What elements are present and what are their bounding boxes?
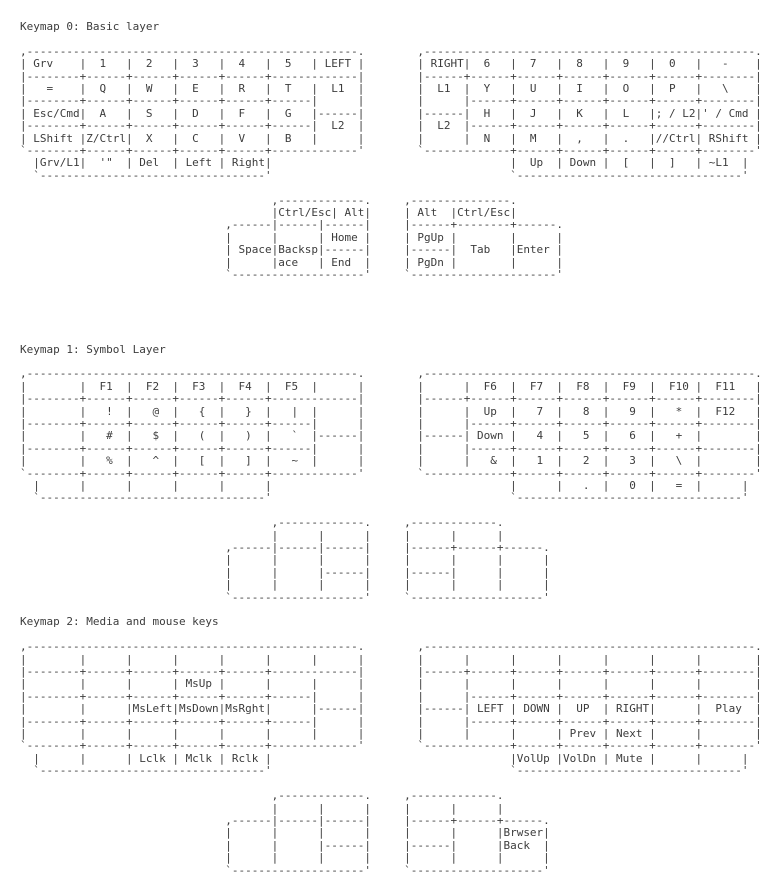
keymap-2-section [20,616,765,877]
keymap-1-title: Keymap 1: Symbol Layer [20,342,166,356]
keymap-2-ascii-art: ,--------------------------------------------------. ,--------------------------------------------------. | | | | | | | | | | | | | | | | |--------+------+------+------+------+-------------| |------+------+------+------+------+------+--------| | | | | MsUp | | | | | | | | | | | | |--------+------+------+------+------+------| | | |------+------+------+------+------+--------| | | |MsLeft|MsDown|MsRght| |------| |------| LEFT | DOWN | UP | RIGHT| | Play | |--------+------+------+------+------+------| | | |------+------+------+------+------+--------| | | | | | | | | | | | | Prev | Next | | | `--------+------+------+------+------+-------------' `-------------+------+------+------+------+--------' | | | Lclk | Mclk | Rclk | |VolUp |VolDn | Mute | | | `----------------------------------' `----------------------------------' ,-------------. ,-------------. | | | | | | ,------|------|------| |------+------+------. | | | | | | |Brwser| | | |------| |------| |Back | | | | | | | | | `--------------------' `--------------------' [20,640,762,877]
keymap-1-ascii-art: ,--------------------------------------------------. ,--------------------------------------------------. | | F1 | F2 | F3 | F4 | F5 | | | | F6 | F7 | F8 | F9 | F10 | F11 | |--------+------+------+------+------+-------------| |------+------+------+------+------+------+--------| | | ! | @ | { | } | | | | | | Up | 7 | 8 | 9 | * | F12 | |--------+------+------+------+------+------| | | |------+------+------+------+------+--------| | | # | $ | ( | ) | ` |------| |------| Down | 4 | 5 | 6 | + | | |--------+------+------+------+------+------| | | |------+------+------+------+------+--------| | | % | ^ | [ | ] | ~ | | | | & | 1 | 2 | 3 | \ | | `--------+------+------+------+------+-------------' `-------------+------+------+------+------+--------' | | | | | | | | . | 0 | = | | `----------------------------------' `----------------------------------' ,-------------. ,-------------. | | | | | | ,------|------|------| |------+------+------. | | | | | | | | | | |------| |------| | | | | | | | | | | `--------------------' `--------------------' [20,367,762,604]
keymap-1-section [20,344,765,605]
keymap-0-section [20,21,765,282]
keymap-2-title: Keymap 2: Media and mouse keys [20,615,219,629]
keymap-0-title: Keymap 0: Basic layer [20,20,160,33]
keymap-0-ascii-art: ,--------------------------------------------------. ,--------------------------------------------------. | Grv | 1 | 2 | 3 | 4 | 5 | LEFT | | RIGHT| 6 | 7 | 8 | 9 | 0 | - | |--------+------+------+------+------+-------------| |------+------+------+------+------+------+--------| | = | Q | W | E | R | T | L1 | | L1 | Y | U | I | O | P | \ | |--------+------+------+------+------+------| | | |------+------+------+------+------+--------| | Esc/Cmd| A | S | D | F | G |------| |------| H | J | K | L |; / L2|' / Cmd | |--------+------+------+------+------+------| L2 | | L2 |------+------+------+------+------+--------| | LShift |Z/Ctrl| X | C | V | B | | | | N | M | , | . |//Ctrl| RShift | `--------+------+------+------+------+-------------' `-------------+------+------+------+------+--------' |Grv/L1| '" | Del | Left | Right| | Up | Down | [ | ] | ~L1 | `----------------------------------' `----------------------------------' ,-------------. ,---------------. |Ctrl/Esc| Alt| | Alt |Ctrl/Esc| ,------|------|------| |------+--------+------. | | | Home | | PgUp | | | | Space|Backsp|------| |------| Tab |Enter | | |ace | End | | PgDn | | | `--------------------' `----------------------' [20,44,762,282]
